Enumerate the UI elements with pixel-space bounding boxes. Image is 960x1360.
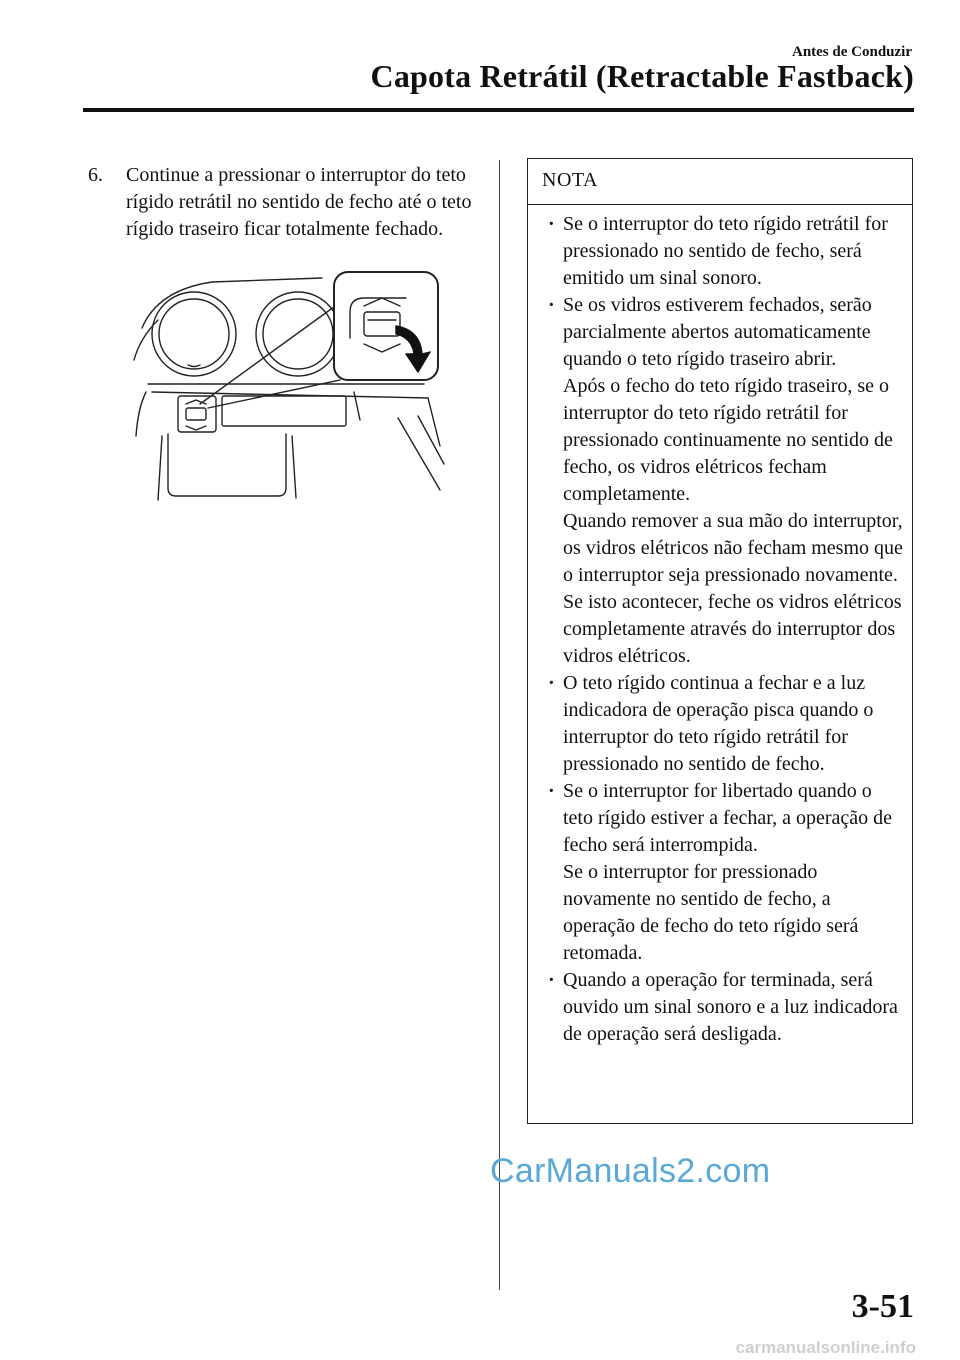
note-paragraph: Quando remover a sua mão do interruptor, os vidros elétricos não fecham mesmo que o interruptor seja pressionado novamente. Se isto acontecer, feche os vidros elétricos completamente através do interruptor dos vidros elétricos. — [563, 510, 903, 667]
note-paragraph: Após o fecho do teto rígido traseiro, se o interruptor do teto rígido retrátil for pressionado continuamente no sentido de fecho, os vidros elétricos fecham completamente. — [563, 375, 893, 505]
header-section: Antes de Conduzir — [791, 44, 912, 60]
note-paragraph: · O teto rígido continua a fechar e a luz indicadora de operação pisca quando o interruptor do teto rígido retrátil for pressionado no sentido de fecho. — [563, 672, 874, 775]
note-item — [548, 292, 904, 670]
step-text: Continue a pressionar o interruptor do teto rígido retrátil no sentido de fecho até o teto rígido traseiro ficar totalmente fechado. — [126, 164, 472, 240]
note-paragraph: Se o interruptor for pressionado novamente no sentido de fecho, a operação de fecho do teto rígido será retomada. — [563, 861, 859, 964]
note-item — [548, 211, 904, 292]
dashboard-switch-illustration — [128, 268, 450, 504]
note-box — [527, 158, 913, 1124]
note-list — [528, 205, 912, 1048]
footer-watermark: carmanualsonline.info — [735, 1338, 916, 1357]
right-gauge-icon — [256, 292, 340, 376]
step-number: 6. — [88, 164, 103, 186]
step-6 — [88, 162, 478, 243]
watermark-link[interactable]: CarManuals2.com — [490, 1152, 771, 1190]
note-item — [548, 967, 904, 1048]
header-rule — [83, 108, 914, 112]
page-number: 3-51 — [851, 1288, 914, 1325]
page-title: Capota Retrátil (Retractable Fastback) — [370, 58, 914, 94]
note-item — [548, 778, 904, 967]
note-paragraph: · Se os vidros estiverem fechados, serão parcialmente abertos automaticamente quando o teto rígido traseiro abrir. — [563, 294, 872, 370]
left-gauge-icon — [152, 292, 236, 376]
note-title: NOTA — [528, 159, 912, 205]
note-item — [548, 670, 904, 778]
note-paragraph: · Quando a operação for terminada, será ouvido um sinal sonoro e a luz indicadora de operação será desligada. — [563, 969, 898, 1045]
column-divider — [499, 160, 500, 1290]
note-paragraph: · Se o interruptor do teto rígido retrátil for pressionado no sentido de fecho, será emitido um sinal sonoro. — [563, 213, 888, 289]
note-paragraph: · Se o interruptor for libertado quando o teto rígido estiver a fechar, a operação de fecho será interrompida. — [563, 780, 893, 856]
